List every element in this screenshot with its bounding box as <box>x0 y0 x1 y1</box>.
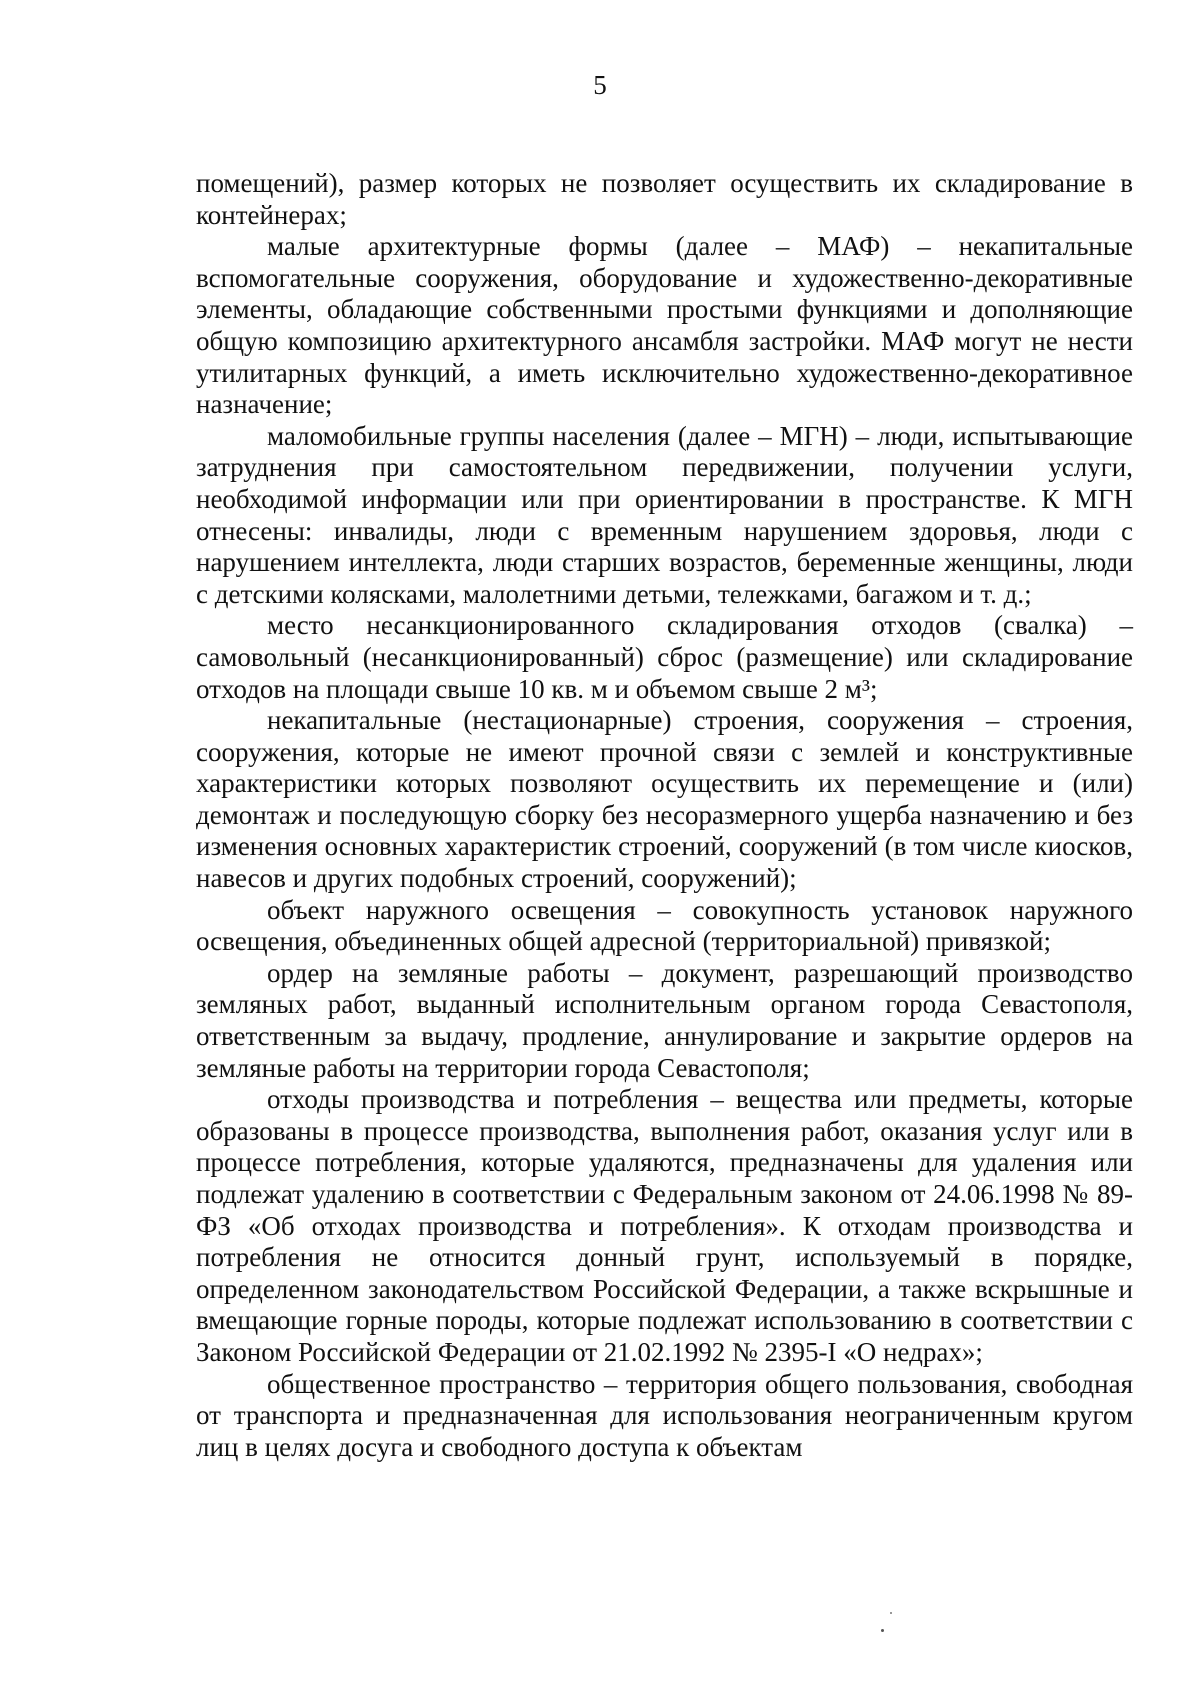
page-number: 5 <box>593 70 607 100</box>
paragraph-mgn-definition: маломобильные группы населения (далее – МГН) – люди, испытывающие затруднения при самостоятельном передвижении, получении услуги, необходимой информации или при ориентировании в пространстве. К МГН отнесены: инвалиды, люди с временным нарушением здоровья, люди с нарушением интеллекта, люди старших возрастов, беременные женщины, люди с детскими колясками, малолетними детьми, тележками, багажом и т. д.; <box>196 420 1133 609</box>
paragraph-public-space-definition: общественное пространство – территория общего пользования, свободная от транспорта и предназначенная для использования неограниченным кругом лиц в целях досуга и свободного доступа к объектам <box>196 1368 1133 1462</box>
paragraph-lighting-definition: объект наружного освещения – совокупность установок наружного освещения, объединенных общей адресной (территориальной) привязкой; <box>196 894 1133 957</box>
scan-speck <box>890 1612 892 1614</box>
scan-speck <box>881 1629 884 1632</box>
paragraph-earthworks-order-definition: ордер на земляные работы – документ, разрешающий производство земляных работ, выданный исполнительным органом города Севастополя, ответственным за выдачу, продление, аннулирование и закрытие ордеров на земляные работы на территории города Севастополя; <box>196 957 1133 1083</box>
document-body <box>196 168 1133 1463</box>
paragraph-waste-definition: отходы производства и потребления – вещества или предметы, которые образованы в процессе производства, выполнения работ, оказания услуг или в процессе потребления, которые удаляются, предназначены для удаления или подлежат удалению в соответствии с Федеральным законом от 24.06.1998 № 89-ФЗ «Об отходах производства и потребления». К отходам производства и потребления не относится донный грунт, используемый в порядке, определенном законодательством Российской Федерации, а также вскрышные и вмещающие горные породы, которые подлежат использованию в соответствии с Законом Российской Федерации от 21.02.1992 № 2395-I «О недрах»; <box>196 1084 1133 1367</box>
paragraph-noncapital-definition: некапитальные (нестационарные) строения, сооружения – строения, сооружения, которые не имеют прочной связи с землей и конструктивные характеристики которых позволяют осуществить их перемещение и (или) демонтаж и последующую сборку без несоразмерного ущерба назначению и без изменения основных характеристик строений, сооружений (в том числе киосков, навесов и других подобных строений, сооружений); <box>196 705 1133 894</box>
paragraph-dump-definition: место несанкционированного складирования отходов (свалка) – самовольный (несанкционированный) сброс (размещение) или складирование отходов на площади свыше 10 кв. м и объемом свыше 2 м³; <box>196 610 1133 704</box>
paragraph-continued: помещений), размер которых не позволяет осуществить их складирование в контейнерах; <box>196 168 1133 230</box>
paragraph-maf-definition: малые архитектурные формы (далее – МАФ) – некапитальные вспомогательные сооружения, оборудование и художественно-декоративные элементы, обладающие собственными простыми функциями и дополняющие общую композицию архитектурного ансамбля застройки. МАФ могут не нести утилитарных функций, а иметь исключительно художественно-декоративное назначение; <box>196 231 1133 420</box>
